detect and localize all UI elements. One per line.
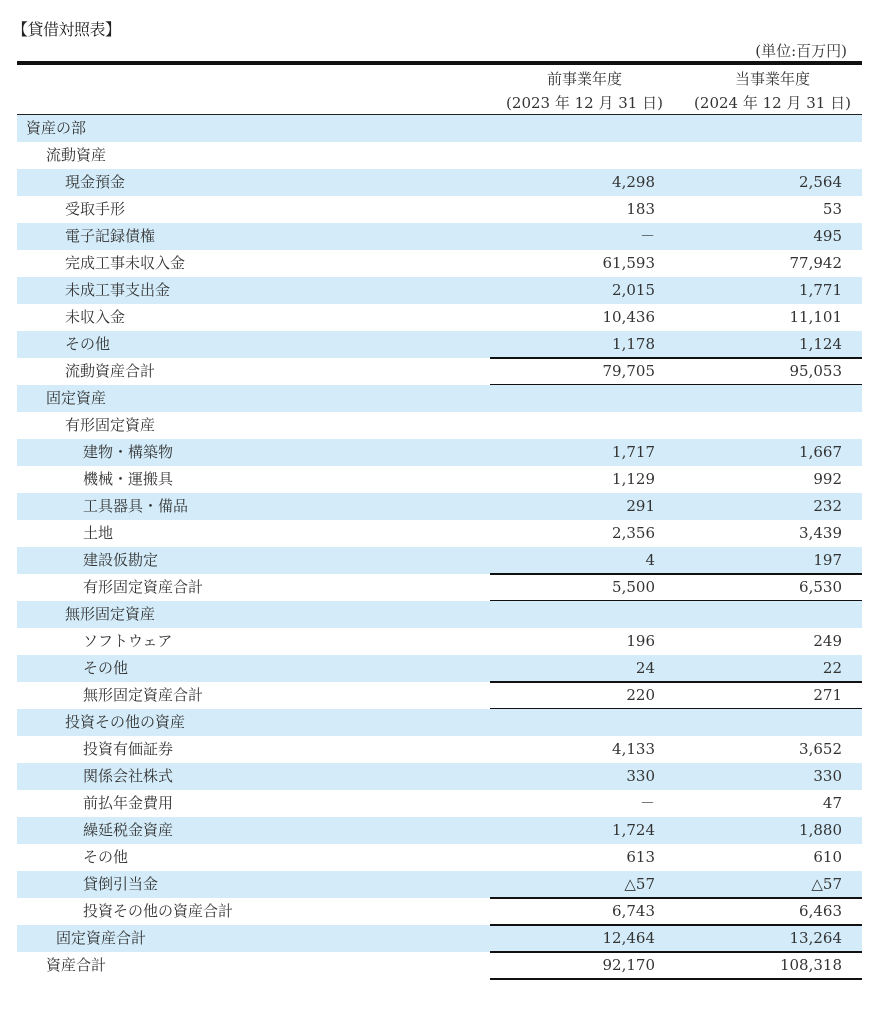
curr-value: 3,652: [799, 740, 842, 758]
curr-value: 2,564: [799, 173, 842, 191]
column-header-curr: [685, 67, 860, 115]
row-label: ソフトウェア: [83, 632, 173, 650]
curr-value: 610: [813, 848, 842, 866]
curr-value: 3,439: [799, 524, 842, 542]
row-label: 無形固定資産合計: [83, 686, 204, 704]
table-row: [17, 763, 862, 790]
table-row: [17, 277, 862, 304]
curr-value: 1,667: [799, 443, 842, 461]
row-label: 未成工事支出金: [65, 281, 171, 299]
curr-value: 1,880: [799, 821, 842, 839]
section-row-current-assets: [17, 142, 862, 169]
prev-value: 291: [626, 497, 655, 515]
curr-value: 13,264: [789, 929, 842, 947]
prev-value: 196: [626, 632, 655, 650]
table-row: [17, 304, 862, 331]
table-row: [17, 628, 862, 655]
table-row: [17, 169, 862, 196]
balance-sheet-table: [17, 115, 862, 979]
row-label: 未収入金: [65, 308, 126, 326]
row-label: 投資その他の資産合計: [83, 902, 234, 920]
row-label: 建物・構築物: [83, 443, 174, 461]
curr-value: 95,053: [789, 362, 842, 380]
row-label: その他: [65, 335, 111, 353]
row-label: 投資その他の資産: [65, 713, 186, 731]
prev-value: 10,436: [602, 308, 655, 326]
row-label: 繰延税金資産: [83, 821, 174, 839]
curr-value: 22: [822, 659, 842, 677]
curr-value: 6,530: [799, 578, 842, 596]
curr-value: 495: [813, 227, 842, 245]
column-header-prev-label: 前事業年度: [546, 70, 622, 88]
row-label: 投資有価証券: [83, 740, 174, 758]
table-row: [17, 871, 862, 898]
row-label: 有形固定資産: [65, 416, 156, 434]
row-label: 有形固定資産合計: [83, 578, 204, 596]
column-header-curr-date: (2024 年 12 月 31 日): [694, 94, 851, 112]
table-row: [17, 520, 862, 547]
row-label: 機械・運搬具: [83, 470, 174, 488]
table-row: [17, 466, 862, 493]
curr-value: 11,101: [789, 308, 842, 326]
row-label: 流動資産合計: [65, 362, 156, 380]
curr-value: 6,463: [799, 902, 842, 920]
subtotal-row-fixed-assets: [17, 925, 862, 952]
table-row: [17, 655, 862, 682]
table-row: [17, 844, 862, 871]
section-row-assets: [17, 115, 862, 142]
row-label: 流動資産: [46, 146, 107, 164]
table-row: [17, 493, 862, 520]
curr-value: 77,942: [789, 254, 842, 272]
table-row: [17, 547, 862, 574]
prev-value: 220: [626, 686, 655, 704]
table-row: [17, 223, 862, 250]
balance-sheet-title: 【貸借対照表】: [12, 20, 121, 39]
prev-value: －: [639, 794, 655, 812]
table-row: [17, 331, 862, 358]
row-label: 貸倒引当金: [83, 875, 159, 893]
total-row-assets: [17, 952, 862, 979]
prev-value: 330: [626, 767, 655, 785]
curr-value: 271: [813, 686, 842, 704]
row-label: その他: [83, 848, 129, 866]
table-row: [17, 790, 862, 817]
section-row-tangible-assets: [17, 412, 862, 439]
prev-value: △57: [624, 875, 655, 893]
prev-value: 1,724: [612, 821, 655, 839]
prev-value: 24: [635, 659, 655, 677]
row-label: その他: [83, 659, 129, 677]
prev-value: 92,170: [602, 956, 655, 974]
table-row: [17, 736, 862, 763]
table-row: [17, 817, 862, 844]
row-label: 現金預金: [65, 173, 126, 191]
row-label: 資産の部: [26, 119, 87, 137]
prev-value: 613: [626, 848, 655, 866]
subtotal-row-current-assets: [17, 358, 862, 385]
row-label: 固定資産合計: [56, 929, 147, 947]
prev-value: 79,705: [602, 362, 655, 380]
prev-value: 6,743: [612, 902, 655, 920]
prev-value: 2,356: [612, 524, 655, 542]
prev-value: 5,500: [612, 578, 655, 596]
table-row: [17, 439, 862, 466]
row-label: 受取手形: [65, 200, 126, 218]
column-header-prev: [497, 67, 672, 115]
row-label: 電子記録債権: [65, 227, 156, 245]
curr-value: 1,771: [799, 281, 842, 299]
unit-label: (単位:百万円): [755, 42, 847, 60]
prev-value: 183: [626, 200, 655, 218]
row-label: 前払年金費用: [83, 794, 174, 812]
prev-value: －: [639, 227, 655, 245]
top-rule: [17, 61, 862, 65]
subtotal-row-tangible-assets: [17, 574, 862, 601]
prev-value: 12,464: [602, 929, 655, 947]
table-row: [17, 250, 862, 277]
prev-value: 1,178: [612, 335, 655, 353]
prev-value: 4,133: [612, 740, 655, 758]
row-label: 土地: [83, 524, 114, 542]
curr-value: 197: [813, 551, 842, 569]
row-label: 工具器具・備品: [83, 497, 189, 515]
curr-value: 53: [822, 200, 842, 218]
row-label: 建設仮勘定: [83, 551, 159, 569]
curr-value: 992: [813, 470, 842, 488]
row-label: 無形固定資産: [65, 605, 156, 623]
prev-value: 1,717: [612, 443, 655, 461]
curr-value: 47: [822, 794, 842, 812]
subtotal-row-intangible-assets: [17, 682, 862, 709]
column-header-curr-label: 当事業年度: [734, 70, 810, 88]
subtotal-row-investments: [17, 898, 862, 925]
section-row-fixed-assets: [17, 385, 862, 412]
prev-value: 4,298: [612, 173, 655, 191]
curr-value: 1,124: [799, 335, 842, 353]
curr-value: △57: [811, 875, 842, 893]
prev-value: 61,593: [602, 254, 655, 272]
prev-value: 4: [645, 551, 655, 569]
prev-value: 1,129: [612, 470, 655, 488]
curr-value: 330: [813, 767, 842, 785]
curr-value: 232: [813, 497, 842, 515]
curr-value: 249: [813, 632, 842, 650]
table-row: [17, 196, 862, 223]
row-label: 完成工事未収入金: [65, 254, 186, 272]
row-label: 関係会社株式: [83, 767, 174, 785]
row-label: 資産合計: [46, 956, 107, 974]
curr-value: 108,318: [779, 956, 842, 974]
row-label: 固定資産: [46, 389, 107, 407]
section-row-investments: [17, 709, 862, 736]
column-header-prev-date: (2023 年 12 月 31 日): [506, 94, 663, 112]
prev-value: 2,015: [612, 281, 655, 299]
section-row-intangible-assets: [17, 601, 862, 628]
